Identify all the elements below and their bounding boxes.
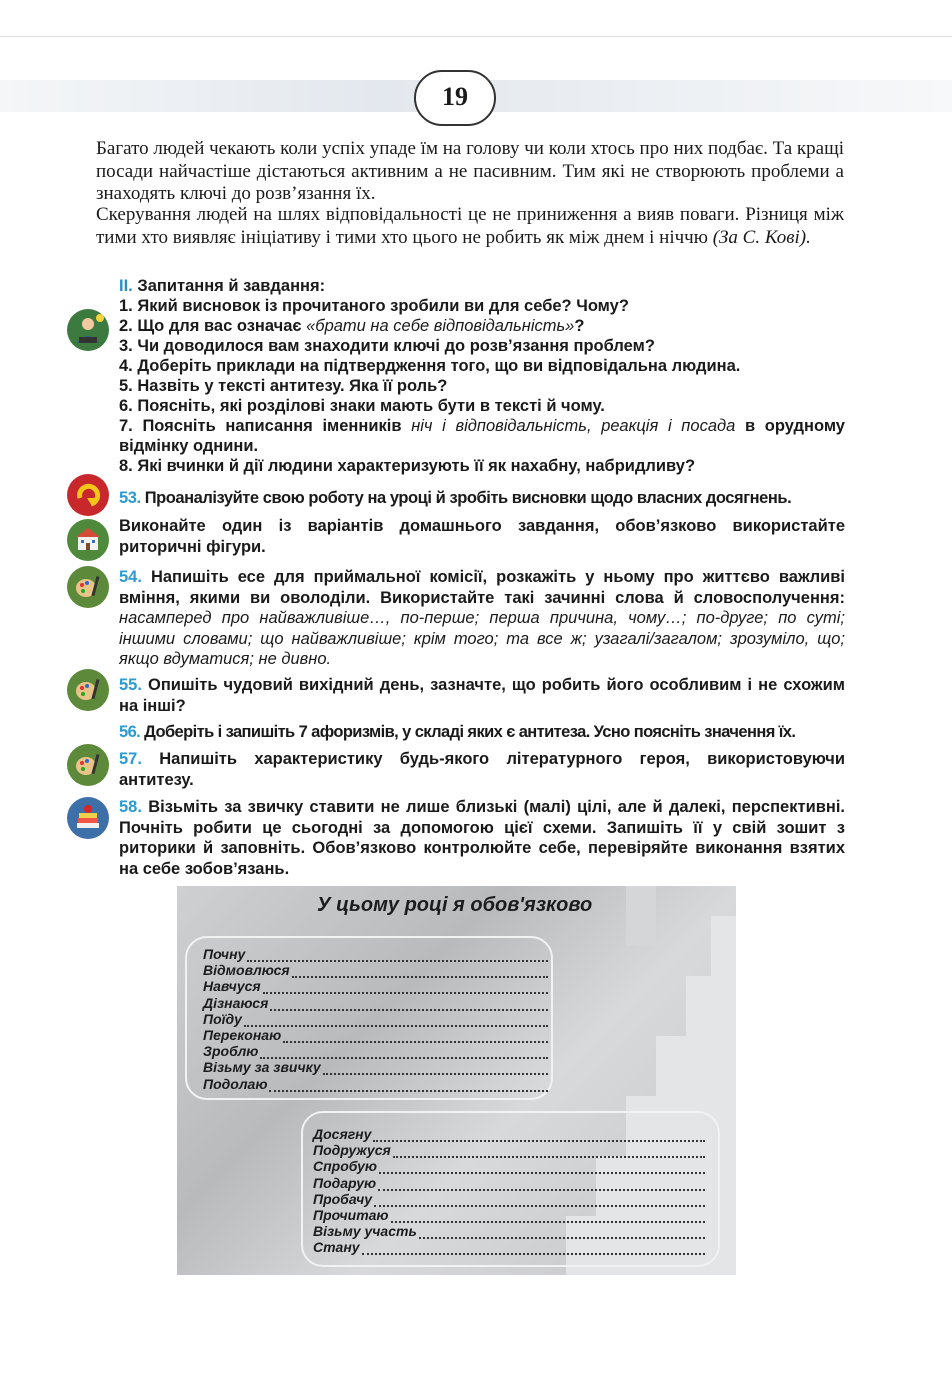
goal-row	[203, 946, 548, 962]
goal-dotted-line	[260, 1047, 548, 1059]
goal-2-dotted-line	[362, 1243, 705, 1255]
goal-dotted-line	[270, 999, 548, 1011]
teacher-icon	[67, 309, 109, 351]
question-1: 1. Який висновок із прочитаного зробили ви для себе? Чому?	[119, 297, 629, 315]
paragraph-2	[96, 204, 844, 249]
books-icon	[67, 797, 109, 839]
question-7-end: в орудному відмінку однини.	[119, 417, 845, 455]
question-7-italic-1: ніч і відповідальність	[411, 417, 587, 435]
question-2-text: 2. Що для вас означає	[119, 317, 302, 335]
goal-2-row	[313, 1191, 705, 1207]
top-rule	[0, 36, 952, 37]
goal-label: Поїду	[203, 1010, 242, 1027]
task-58-number: 58.	[119, 798, 142, 816]
goal-label: Навчуся	[203, 978, 261, 995]
question-2-italic: «брати на себе відповідальність»	[306, 317, 575, 335]
goal-dotted-line	[292, 966, 548, 978]
goal-2-dotted-line	[391, 1211, 705, 1223]
goal-2-label: Подружуся	[313, 1142, 391, 1159]
question-7-comma: ,	[586, 417, 592, 435]
goal-2-row	[313, 1175, 705, 1191]
task-57-text: Напишіть характеристику будь-якого літературного героя, використовуючи антитезу.	[119, 750, 845, 789]
task-57-number: 57.	[119, 750, 142, 768]
task-54	[119, 567, 845, 670]
goal-2-label: Спробую	[313, 1158, 377, 1175]
goal-2-dotted-line	[379, 1162, 705, 1174]
goal-2-dotted-line	[419, 1227, 705, 1239]
goal-row	[203, 1027, 548, 1043]
goal-2-label: Подарую	[313, 1174, 377, 1191]
task-53-text: Проаналізуйте свою роботу на уроці й зробіть висновки щодо власних досягнень.	[144, 489, 792, 507]
task-53-number: 53.	[119, 489, 141, 507]
questions-title: Запитання й завдання:	[137, 277, 326, 295]
goal-label: Подолаю	[203, 1075, 268, 1092]
goal-2-row	[313, 1158, 705, 1174]
question-2-end: ?	[574, 317, 585, 335]
goal-label: Почну	[203, 946, 246, 962]
goal-row	[203, 1043, 548, 1059]
goal-label: Відмовлюся	[203, 962, 290, 979]
question-6: 6. Поясніть, які розділові знаки мають бути в тексті й чому.	[119, 397, 605, 415]
task-55-number: 55.	[119, 676, 142, 694]
goal-dotted-line	[283, 1031, 548, 1043]
goal-2-dotted-line	[373, 1130, 705, 1142]
goal-dotted-line	[247, 950, 548, 962]
goal-2-row	[313, 1207, 705, 1223]
goal-label: Дізнаюся	[203, 994, 269, 1011]
palette-icon	[67, 566, 109, 608]
goal-2-label: Пробачу	[313, 1190, 373, 1207]
goal-2-label: Візьму участь	[313, 1223, 417, 1240]
palette-icon	[67, 669, 109, 711]
task-58-text: Візьміть за звичку ставити не лише близькі (малі) цілі, але й далекі, перспективні. Почніть робити це сьогодні за допомогою цієї схеми. Запишіть її у свій зошит з риторики й заповніть. Обов’язково контролюйте себе, перевіряйте виконання взятих на себе зобов’язань.	[119, 798, 845, 878]
goal-row	[203, 1059, 548, 1075]
goal-2-label: Прочитаю	[313, 1207, 389, 1223]
question-7-italic-2: реакція і посада	[601, 417, 736, 435]
school-icon	[67, 519, 109, 561]
section-label: ІІ.	[119, 277, 133, 295]
goal-label: Зроблю	[203, 1043, 259, 1060]
goal-row	[203, 978, 548, 994]
goal-2-dotted-line	[393, 1146, 705, 1158]
task-56-text: Доберіть і запишіть 7 афоризмів, у складі яких є антитеза. Усно поясніть значення їх.	[144, 723, 796, 741]
goal-dotted-line	[244, 1015, 548, 1027]
task-57	[119, 749, 845, 790]
task-56	[119, 722, 845, 743]
goal-dotted-line	[263, 982, 548, 994]
task-55-text: Опишіть чудовий вихідний день, зазначте, що робить його особливим і не схожим на інші?	[119, 676, 845, 715]
question-7	[119, 416, 845, 456]
goal-label: Візьму за звичку	[203, 1059, 321, 1076]
goal-2-row	[313, 1126, 705, 1142]
page-number: 19	[414, 70, 496, 126]
paragraph-2-text: Скерування людей на шлях відповідальності це не приниження а вияв поваги. Різниця між тими хто виявляє ініціативу і тими хто цього не робить як між днем і ніччю	[96, 204, 844, 248]
task-53	[119, 488, 845, 509]
goal-2-row	[313, 1142, 705, 1158]
paragraph-2-source: (За С. Кові).	[712, 226, 811, 248]
goal-dotted-line	[323, 1063, 548, 1075]
task-56-number: 56.	[119, 723, 141, 741]
question-4: 4. Доберіть приклади на підтвердження того, що ви відповідальна людина.	[119, 357, 741, 375]
questions-heading	[119, 276, 845, 296]
figure-title: У цьому році я обов'язково	[317, 894, 593, 916]
questions-block	[119, 276, 845, 476]
question-5: 5. Назвіть у тексті антитезу. Яка її роль?	[119, 377, 448, 395]
goal-row	[203, 995, 548, 1011]
goal-row	[203, 1011, 548, 1027]
goal-2-dotted-line	[374, 1195, 705, 1207]
palette-icon	[67, 744, 109, 786]
question-2	[119, 316, 845, 336]
goal-2-label: Досягну	[313, 1126, 372, 1142]
goal-2-label: Стану	[313, 1239, 360, 1256]
paragraph-1-text: Багато людей чекають коли успіх упаде їм на голову чи коли хтось про них подбає. Та кращі посади найчастіше дістаються активним а не пасивним. Тим які не створюють проблеми а знаходять ключі до розв’язання їх.	[96, 138, 844, 204]
goal-2-row	[313, 1239, 705, 1255]
goals-scheme-figure	[177, 886, 736, 1275]
goal-2-dotted-line	[378, 1179, 705, 1191]
question-8: 8. Які вчинки й дії людини характеризують її як нахабну, набридливу?	[119, 457, 696, 475]
task-55	[119, 675, 845, 716]
task-58	[119, 797, 845, 879]
task-54-text: Напишіть есе для приймальної комісії, розкажіть у ньому про життєво важливі вміння, якими ви оволоділи. Використайте такі зачинні слова й словосполучення:	[119, 568, 845, 607]
goal-row	[203, 962, 548, 978]
goal-2-row	[313, 1223, 705, 1239]
task-54-number: 54.	[119, 568, 142, 586]
homework-task: Виконайте один із варіантів домашнього завдання, обов’язково використайте риторичні фігури.	[119, 517, 845, 556]
goal-row	[203, 1076, 548, 1092]
review-icon	[67, 474, 109, 516]
question-3: 3. Чи доводилося вам знаходити ключі до розв’язання проблем?	[119, 337, 655, 355]
goal-dotted-line	[269, 1080, 548, 1092]
goal-label: Переконаю	[203, 1027, 282, 1043]
paragraph-1	[96, 138, 844, 206]
question-7-text: 7. Поясніть написання іменників	[119, 417, 402, 435]
task-54-italic: насамперед про найважливіше…, по-перше; перша причина, чому…; по-друге; по суті; іншими словами; що найважливіше; крім того; та все ж; узагалі/загалом; зрозуміло, що; якщо вдуматися; не дивно.	[119, 609, 845, 668]
